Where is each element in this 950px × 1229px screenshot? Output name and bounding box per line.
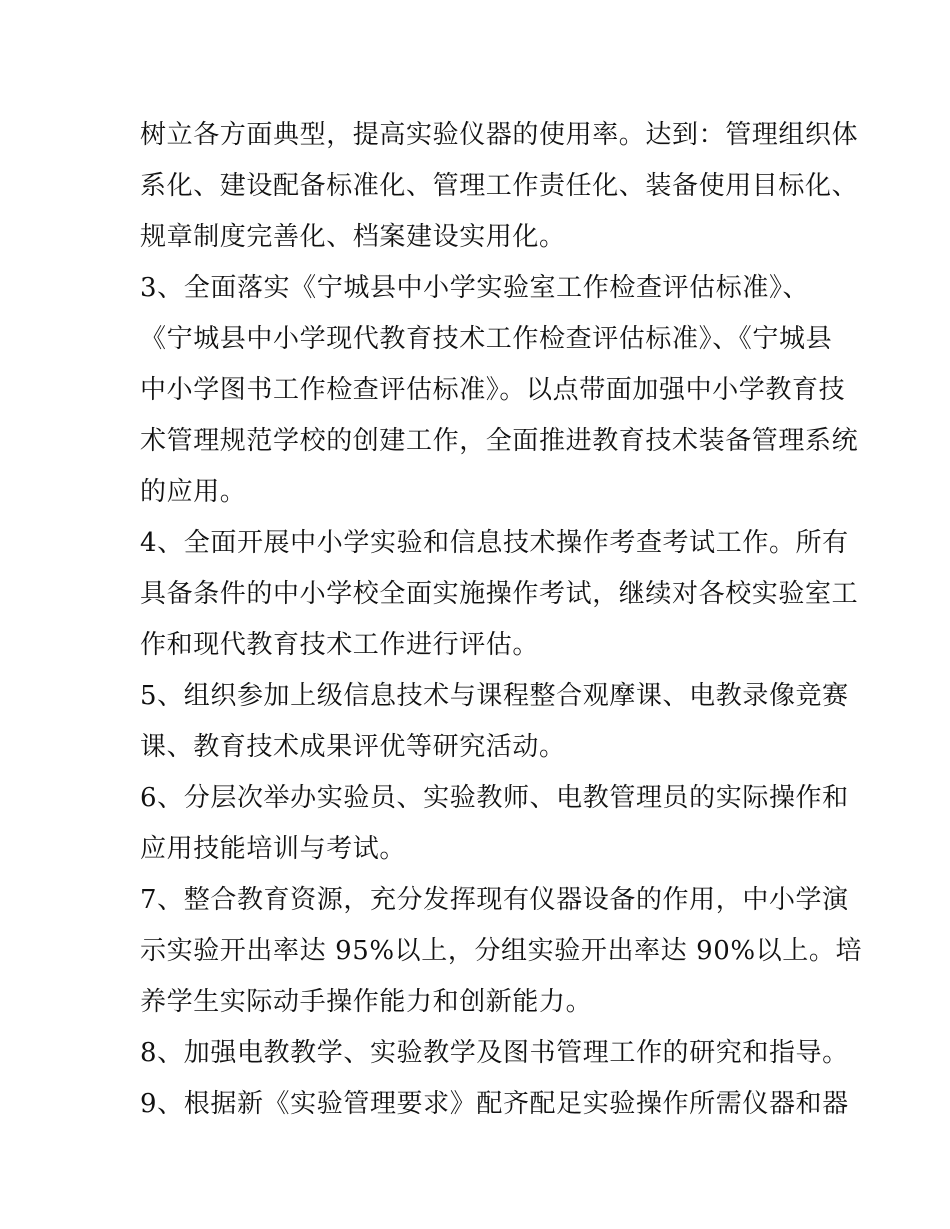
text-line: 8、加强电教教学、实验教学及图书管理工作的研究和指导。 xyxy=(140,1038,849,1068)
text-line: 养学生实际动手操作能力和创新能力。 xyxy=(140,987,593,1017)
text-line: 系化、建设配备标准化、管理工作责任化、装备使用目标化、 xyxy=(140,171,859,201)
text-line: 应用技能培训与考试。 xyxy=(140,834,407,864)
text-line: 5、组织参加上级信息技术与课程整合观摩课、电教录像竞赛 xyxy=(140,681,849,711)
text-line: 《宁城县中小学现代教育技术工作检查评估标准》、《宁城县 xyxy=(140,324,833,354)
text-line: 树立各方面典型，提高实验仪器的使用率。达到：管理组织体 xyxy=(140,120,859,150)
text-line: 术管理规范学校的创建工作，全面推进教育技术装备管理系统 xyxy=(140,426,859,456)
text-line: 4、全面开展中小学实验和信息技术操作考查考试工作。所有 xyxy=(140,528,849,558)
text-line: 9、根据新《实验管理要求》配齐配足实验操作所需仪器和器 xyxy=(140,1089,849,1119)
text-line: 的应用。 xyxy=(140,477,247,507)
text-line: 7、整合教育资源，充分发挥现有仪器设备的作用，中小学演 xyxy=(140,885,849,915)
text-line: 规章制度完善化、档案建设实用化。 xyxy=(140,222,566,252)
text-line: 3、全面落实《宁城县中小学实验室工作检查评估标准》、 xyxy=(140,273,810,303)
text-line: 课、教育技术成果评优等研究活动。 xyxy=(140,732,566,762)
text-line: 6、分层次举办实验员、实验教师、电教管理员的实际操作和 xyxy=(140,783,849,813)
text-line: 作和现代教育技术工作进行评估。 xyxy=(140,630,540,660)
document-body xyxy=(140,110,863,1130)
text-line: 中小学图书工作检查评估标准》。以点带面加强中小学教育技 xyxy=(140,375,846,405)
text-line: 示实验开出率达 95%以上，分组实验开出率达 90%以上。培 xyxy=(140,936,863,966)
text-line: 具备条件的中小学校全面实施操作考试，继续对各校实验室工 xyxy=(140,579,859,609)
